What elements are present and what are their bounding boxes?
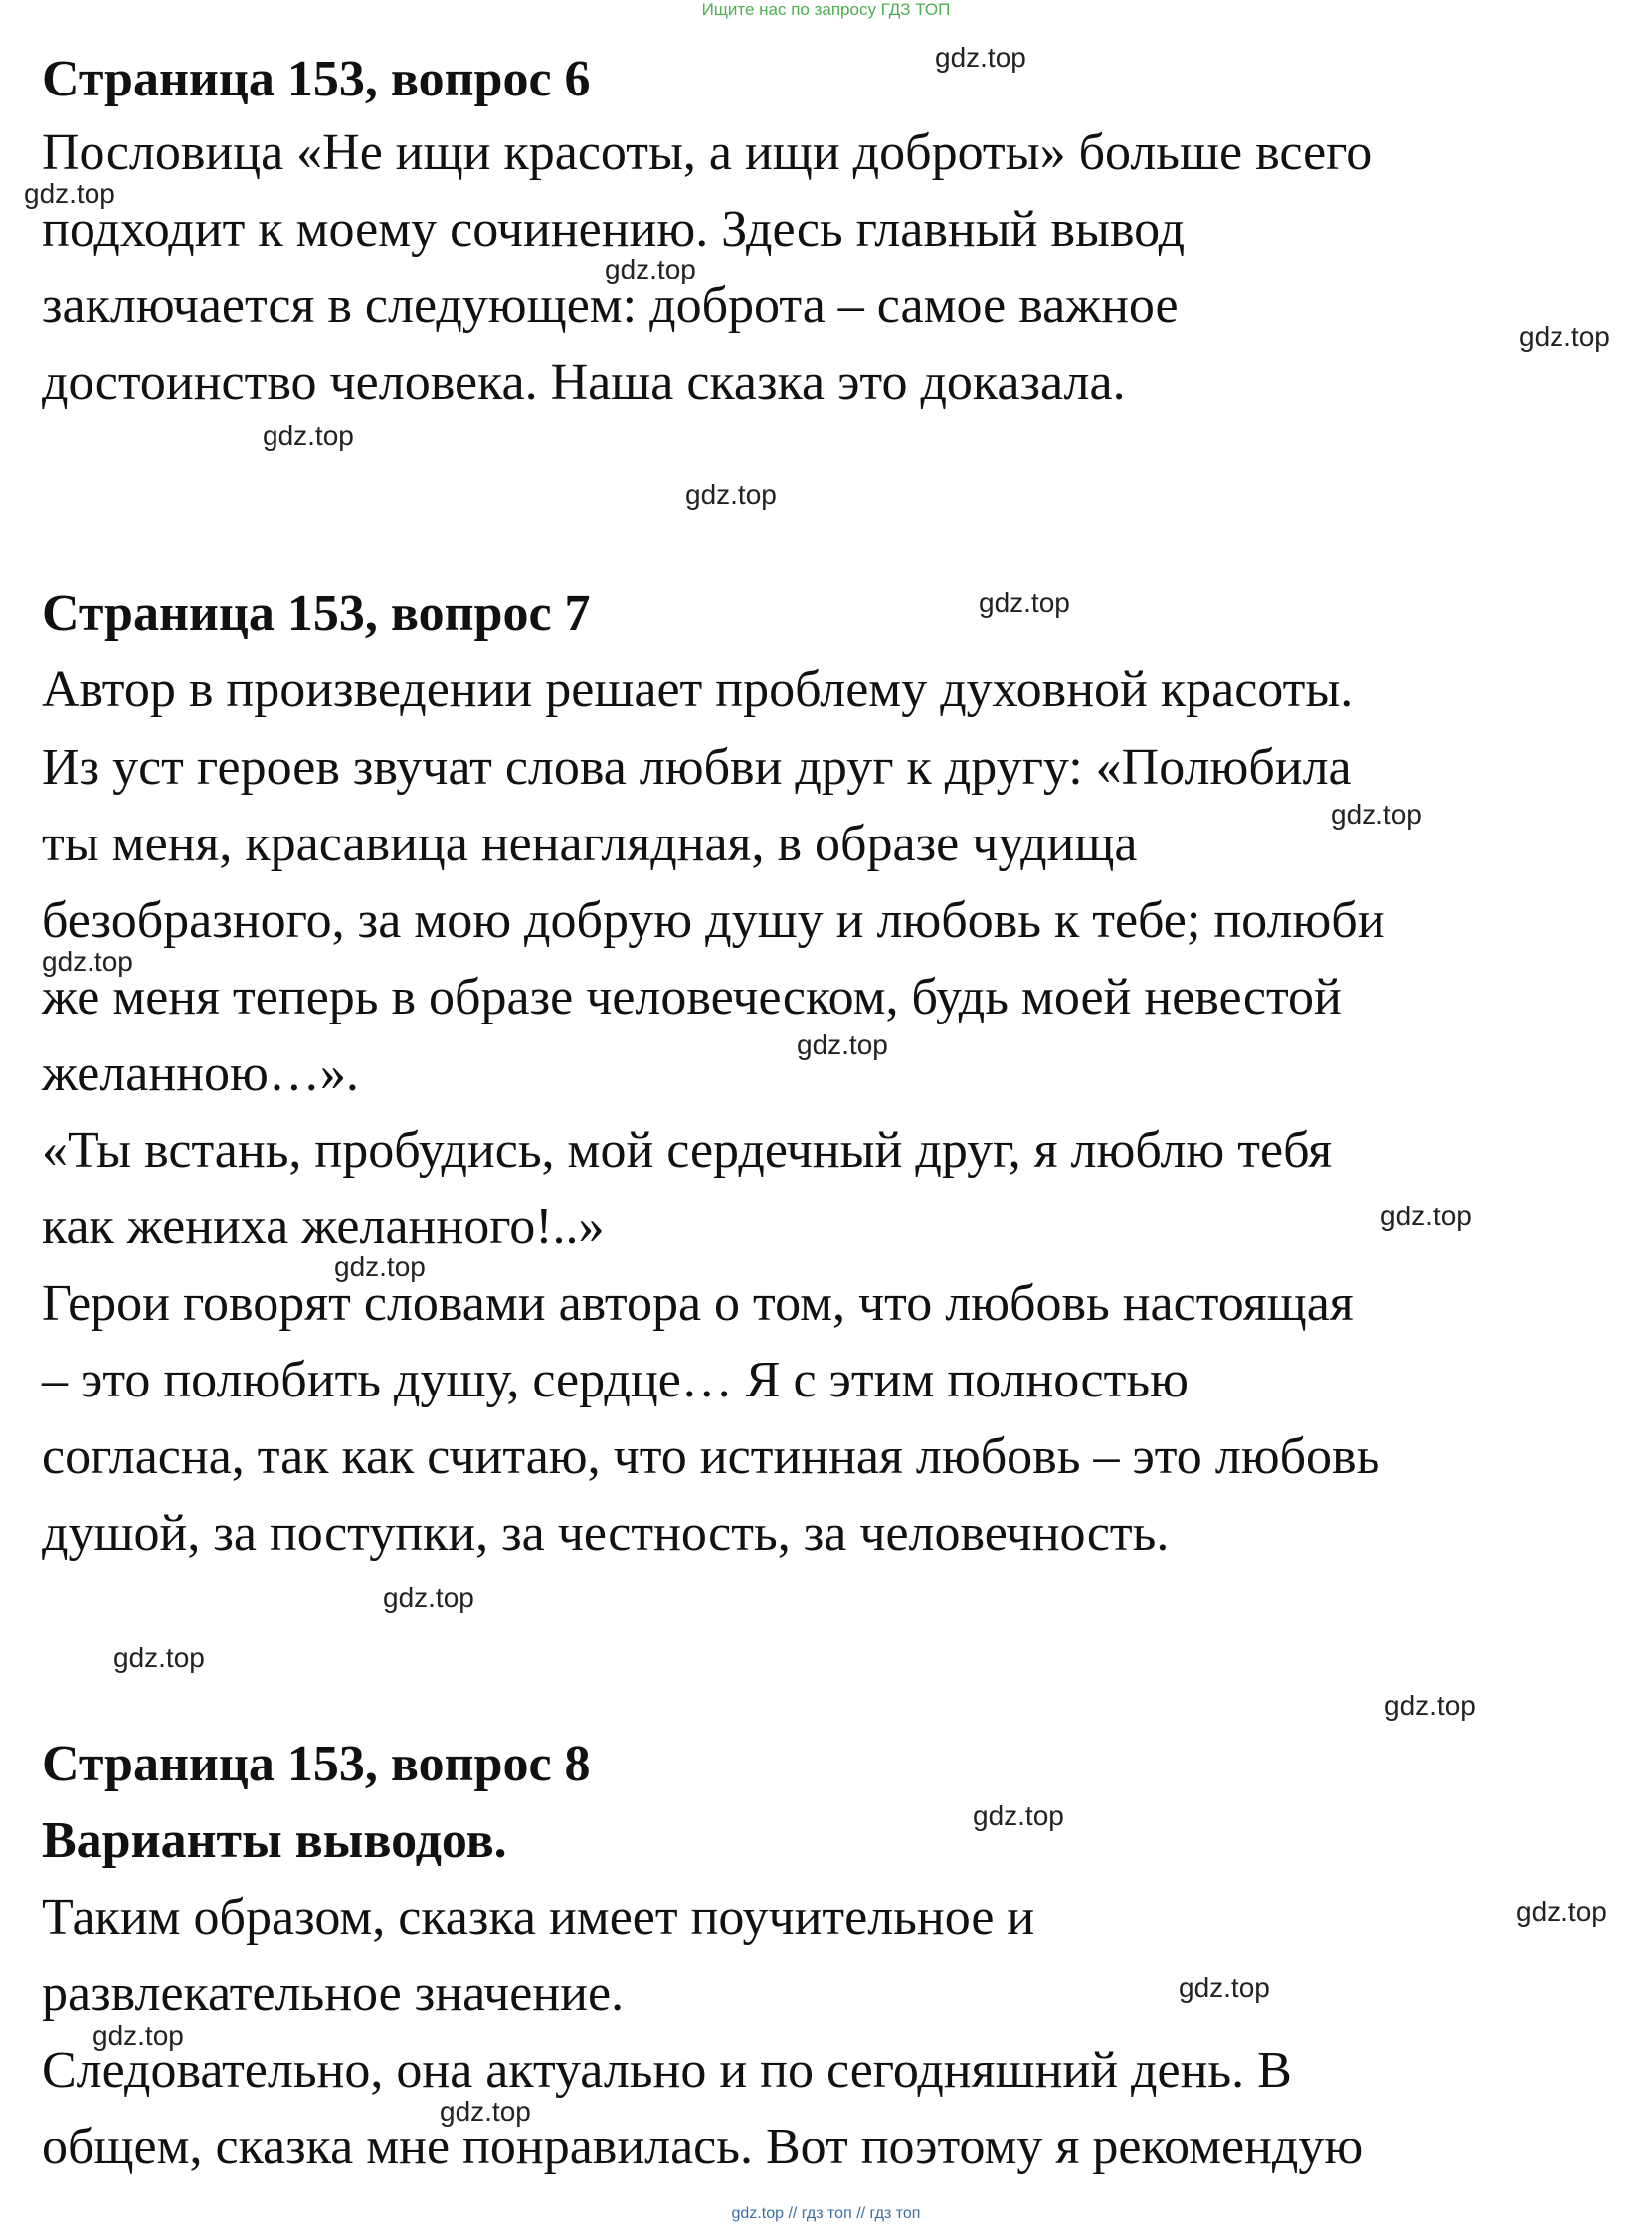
text-line: ты меня, красавица ненаглядная, в образе чудища <box>42 816 1138 872</box>
watermark: gdz.top <box>1516 1896 1607 1927</box>
text-line: безобразного, за мою добрую душу и любовь к тебе; полюби <box>42 892 1385 949</box>
watermark: gdz.top <box>1519 321 1610 352</box>
section-subheading: Варианты выводов. <box>42 1812 507 1869</box>
text-line: развлекательное значение. <box>42 1965 625 2022</box>
watermark: gdz.top <box>605 254 696 284</box>
text-line: подходит к моему сочинению. Здесь главный вывод <box>42 201 1186 258</box>
text-line: же меня теперь в образе человеческом, будь моей невестой <box>42 969 1342 1025</box>
text-line: общем, сказка мне понравилась. Вот поэтому я рекомендую <box>42 2119 1364 2175</box>
text-line: Герои говорят словами автора о том, что любовь настоящая <box>42 1275 1354 1332</box>
text-line: Таким образом, сказка имеет поучительное и <box>42 1889 1035 1946</box>
watermark: gdz.top <box>797 1029 888 1060</box>
text-line: согласна, так как считаю, что истинная любовь – это любовь <box>42 1428 1380 1485</box>
watermark: gdz.top <box>935 42 1026 73</box>
watermark: gdz.top <box>263 420 354 451</box>
text-line: Из уст героев звучат слова любви друг к другу: «Полюбила <box>42 739 1352 796</box>
section-heading-q6: Страница 153, вопрос 6 <box>42 51 591 107</box>
watermark: gdz.top <box>24 178 115 209</box>
text-line: Следовательно, она актуально и по сегодняшний день. В <box>42 2042 1292 2099</box>
watermark: gdz.top <box>979 587 1070 618</box>
watermark: gdz.top <box>1331 799 1422 830</box>
section-heading-q8: Страница 153, вопрос 8 <box>42 1736 591 1792</box>
watermark: gdz.top <box>42 946 133 977</box>
section-heading-q7: Страница 153, вопрос 7 <box>42 585 591 642</box>
text-line: душой, за поступки, за честность, за человечность. <box>42 1505 1170 1562</box>
watermark: gdz.top <box>1380 1201 1472 1231</box>
text-line: Пословица «Не ищи красоты, а ищи доброты» больше всего <box>42 124 1373 181</box>
text-line: – это полюбить душу, сердце… Я с этим полностью <box>42 1352 1189 1408</box>
watermark: gdz.top <box>92 2020 184 2051</box>
watermark: gdz.top <box>334 1251 426 1282</box>
watermark: gdz.top <box>973 1800 1064 1831</box>
text-line: достоинство человека. Наша сказка это доказала. <box>42 354 1126 411</box>
watermark: gdz.top <box>440 2096 531 2127</box>
search-banner[interactable]: Ищите нас по запросу ГДЗ ТОП <box>701 0 951 19</box>
text-line: «Ты встань, пробудись, мой сердечный друг, я люблю тебя <box>42 1122 1333 1179</box>
watermark: gdz.top <box>685 479 777 510</box>
text-line: заключается в следующем: доброта – самое важное <box>42 278 1179 334</box>
text-line: Автор в произведении решает проблему духовной красоты. <box>42 661 1354 718</box>
watermark: gdz.top <box>1179 1972 1270 2003</box>
text-line: как жениха желанного!..» <box>42 1199 605 1255</box>
watermark: gdz.top <box>383 1582 474 1613</box>
watermark: gdz.top <box>1384 1690 1476 1721</box>
text-line: желанною…». <box>42 1045 359 1102</box>
watermark: gdz.top <box>113 1642 205 1673</box>
footer-watermark: gdz.top // гдз топ // гдз топ <box>731 2205 921 2222</box>
